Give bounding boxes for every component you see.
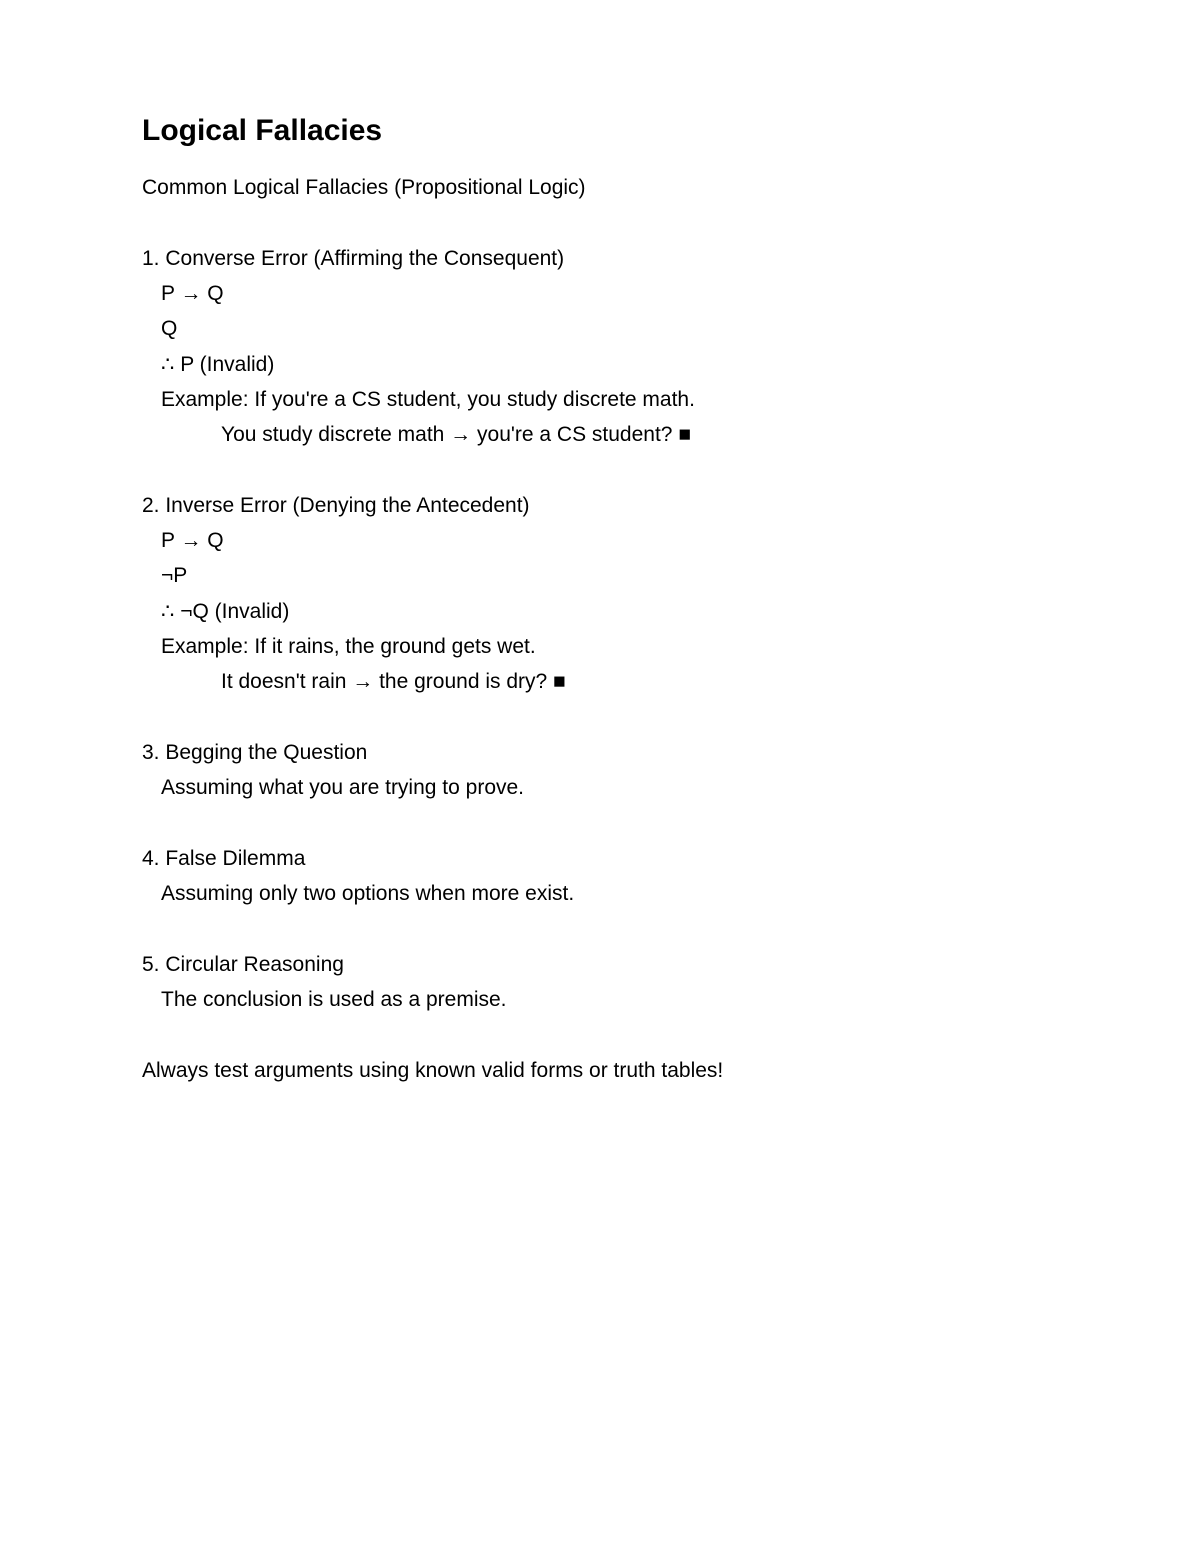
fallacy-2-premise-1: P → Q (161, 529, 224, 552)
document-title: Logical Fallacies (142, 114, 383, 147)
fallacy-3-heading: 3. Begging the Question (142, 741, 368, 764)
document-subtitle: Common Logical Fallacies (Propositional Logic) (142, 176, 586, 199)
fallacy-1-premise-1: P → Q (161, 282, 224, 305)
closing-note: Always test arguments using known valid forms or truth tables! (142, 1059, 724, 1082)
fallacy-5-description: The conclusion is used as a premise. (161, 988, 507, 1011)
fallacy-2-premise-2: ¬P (161, 564, 188, 587)
fallacy-5-heading: 5. Circular Reasoning (142, 953, 344, 976)
fallacy-1-premise-2: Q (161, 317, 178, 340)
fallacy-4-description: Assuming only two options when more exist. (161, 882, 575, 905)
fallacy-3-description: Assuming what you are trying to prove. (161, 776, 525, 799)
fallacy-4-heading: 4. False Dilemma (142, 847, 306, 870)
fallacy-1-conclusion: ∴ P (Invalid) (161, 353, 275, 376)
fallacy-1-example-detail: You study discrete math → you're a CS student? ■ (221, 423, 691, 446)
fallacy-2-conclusion: ∴ ¬Q (Invalid) (161, 600, 290, 623)
fallacy-2-heading: 2. Inverse Error (Denying the Antecedent) (142, 494, 530, 517)
fallacy-1-example: Example: If you're a CS student, you study discrete math. (161, 388, 695, 411)
fallacy-2-example: Example: If it rains, the ground gets wet. (161, 635, 536, 658)
fallacy-2-example-detail: It doesn't rain → the ground is dry? ■ (221, 670, 566, 693)
fallacy-1-heading: 1. Converse Error (Affirming the Consequent) (142, 247, 565, 270)
